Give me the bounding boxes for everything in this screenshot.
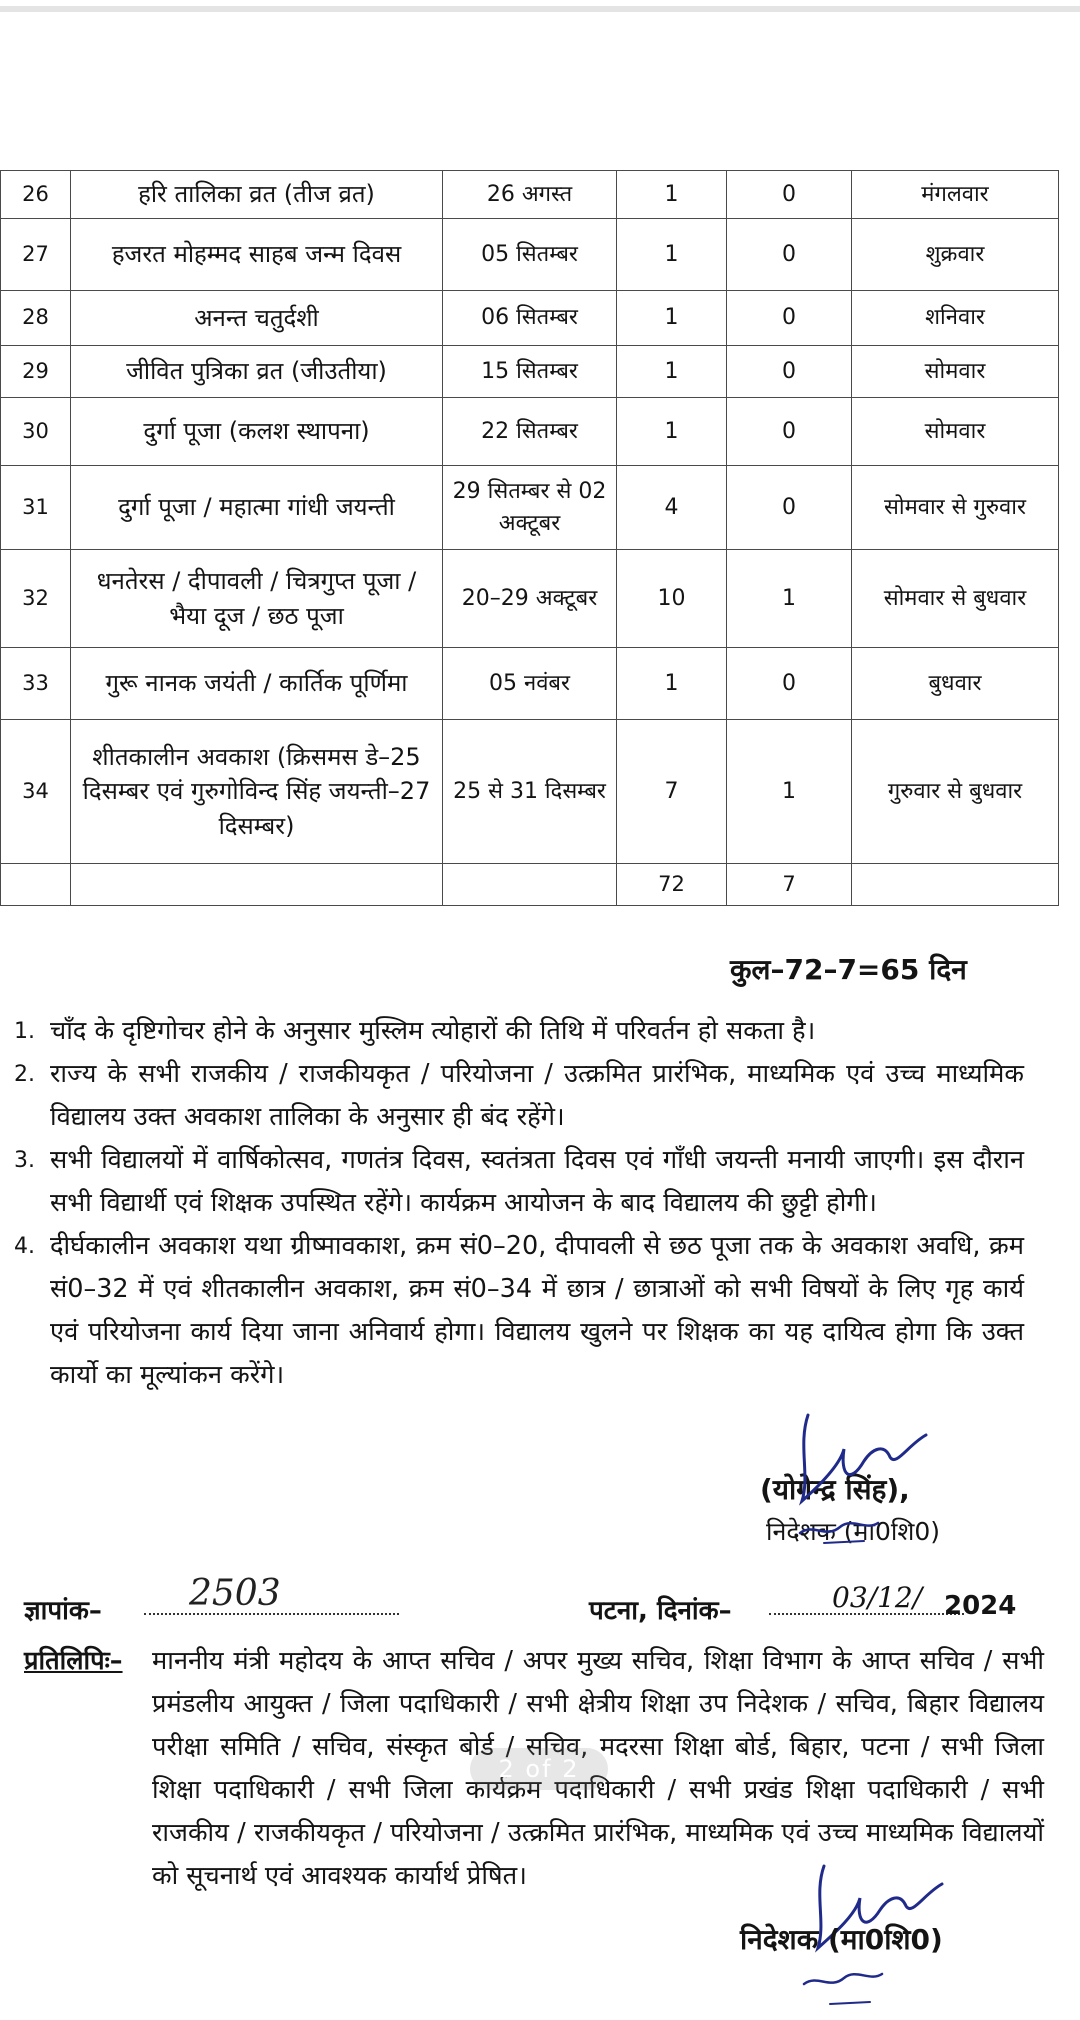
serial-number-cell: 31 <box>1 466 71 550</box>
holiday-days-cell: 7 <box>617 720 727 864</box>
totals-row <box>1 864 1059 906</box>
holiday-date-cell: 15 सितम्बर <box>443 346 617 398</box>
sunday-count-cell: 0 <box>727 171 852 219</box>
holiday-row <box>1 466 1059 550</box>
holiday-days-cell: 1 <box>617 398 727 466</box>
notes-list <box>14 1010 1024 1397</box>
signatory-designation: निदेशक (मा0शि0) <box>766 1517 940 1546</box>
sunday-count-cell: 0 <box>727 346 852 398</box>
sunday-count-cell: 1 <box>727 550 852 648</box>
holiday-days-cell: 1 <box>617 346 727 398</box>
holiday-row <box>1 291 1059 346</box>
total-sunday-cell: 7 <box>727 864 852 906</box>
holiday-row <box>1 648 1059 720</box>
viewer-top-rule <box>0 6 1080 12</box>
holiday-days-cell: 4 <box>617 466 727 550</box>
handwritten-signature-top-icon <box>780 1405 960 1545</box>
holiday-name-cell: जीवित पुत्रिका व्रत (जीउतीया) <box>71 346 443 398</box>
holiday-date-cell: 06 सितम्बर <box>443 291 617 346</box>
serial-number-cell: 26 <box>1 171 71 219</box>
sunday-count-cell: 0 <box>727 648 852 720</box>
weekday-cell: मंगलवार <box>852 171 1059 219</box>
totals-empty-cell <box>71 864 443 906</box>
note-item <box>14 1053 1024 1139</box>
sunday-count-cell: 0 <box>727 291 852 346</box>
holiday-table <box>0 170 1059 906</box>
serial-number-cell: 33 <box>1 648 71 720</box>
holiday-row <box>1 398 1059 466</box>
serial-number-cell: 34 <box>1 720 71 864</box>
holiday-name-cell: शीतकालीन अवकाश (क्रिसमस डे–25 दिसम्बर एवं गुरुगोविन्द सिंह जयन्ती–27 दिसम्बर) <box>71 720 443 864</box>
holiday-date-cell: 29 सितम्बर से 02 अक्टूबर <box>443 466 617 550</box>
holiday-name-cell: दुर्गा पूजा (कलश स्थापना) <box>71 398 443 466</box>
holiday-name-cell: हजरत मोहम्मद साहब जन्म दिवस <box>71 219 443 291</box>
copy-text: माननीय मंत्री महोदय के आप्त सचिव / अपर मुख्य सचिव, शिक्षा विभाग के आप्त सचिव / सभी प्रमंडलीय आयुक्त / जिला पदाधिकारी / सभी क्षेत्रीय शिक्षा उप निदेशक / सचिव, बिहार विद्यालय परीक्षा समिति / सचिव, संस्कृत बोर्ड / सचिव, मदरसा शिक्षा बोर्ड, बिहार, पटना / सभी जिला शिक्षा पदाधिकारी / सभी जिला कार्यक्रम पदाधिकारी / सभी प्रखंड शिक्षा पदाधिकारी / सभी राजकीय / राजकीयकृत / परियोजना / उत्क्रमित प्रारंभिक, माध्यमिक एवं उच्च माध्यमिक विद्यालयों को सूचनार्थ एवं आवश्यक कार्यार्थ प्रेषित। <box>152 1646 1044 1891</box>
holiday-row <box>1 720 1059 864</box>
reference-line <box>24 1573 1044 1626</box>
note-text: राज्य के सभी राजकीय / राजकीयकृत / परियोजना / उत्क्रमित प्रारंभिक, माध्यमिक एवं उच्च माध्यमिक विद्यालय उक्त अवकाश तालिका के अनुसार ही बंद रहेंगे। <box>50 1059 1024 1132</box>
holiday-date-cell: 25 से 31 दिसम्बर <box>443 720 617 864</box>
signatory-name: (योगेन्द्र सिंह), <box>760 1473 910 1506</box>
place-date-label: पटना, दिनांक– <box>589 1596 732 1626</box>
note-number: 2. <box>14 1062 35 1087</box>
holiday-name-cell: अनन्त चतुर्दशी <box>71 291 443 346</box>
holiday-days-cell: 1 <box>617 648 727 720</box>
sunday-count-cell: 0 <box>727 466 852 550</box>
holiday-date-cell: 26 अगस्त <box>443 171 617 219</box>
total-days-cell: 72 <box>617 864 727 906</box>
holiday-row <box>1 346 1059 398</box>
holiday-row <box>1 219 1059 291</box>
weekday-cell: शनिवार <box>852 291 1059 346</box>
note-number: 3. <box>14 1148 35 1173</box>
holiday-date-cell: 05 नवंबर <box>443 648 617 720</box>
holiday-name-cell: धनतेरस / दीपावली / चित्रगुप्त पूजा / भैया दूज / छठ पूजा <box>71 550 443 648</box>
memo-number-label: ज्ञापांक– <box>24 1596 102 1626</box>
holiday-row <box>1 550 1059 648</box>
note-text: सभी विद्यालयों में वार्षिकोत्सव, गणतंत्र दिवस, स्वतंत्रता दिवस एवं गाँधी जयन्ती मनायी जाएगी। इस दौरान सभी विद्यार्थी एवं शिक्षक उपस्थित रहेंगे। कार्यक्रम आयोजन के बाद विद्यालय की छुट्टी होगी। <box>50 1145 1024 1218</box>
serial-number-cell: 30 <box>1 398 71 466</box>
note-item <box>14 1139 1024 1225</box>
holiday-date-cell: 22 सितम्बर <box>443 398 617 466</box>
weekday-cell: सोमवार से बुधवार <box>852 550 1059 648</box>
grand-total: कुल–72–7=65 दिन <box>730 953 967 986</box>
holiday-days-cell: 1 <box>617 219 727 291</box>
note-text: दीर्घकालीन अवकाश यथा ग्रीष्मावकाश, क्रम सं0–20, दीपावली से छठ पूजा तक के अवकाश अवधि, क्रम सं0–32 में एवं शीतकालीन अवकाश, क्रम सं0–34 में छात्र / छात्राओं को सभी विषयों के लिए गृह कार्य एवं परियोजना कार्य दिया जाना अनिवार्य होगा। विद्यालय खुलने पर शिक्षक का यह दायित्व होगा कि उक्त कार्यो का मूल्यांकन करेंगे। <box>50 1231 1024 1390</box>
weekday-cell: बुधवार <box>852 648 1059 720</box>
holiday-name-cell: गुरू नानक जयंती / कार्तिक पूर्णिमा <box>71 648 443 720</box>
weekday-cell: शुक्रवार <box>852 219 1059 291</box>
serial-number-cell: 28 <box>1 291 71 346</box>
serial-number-cell: 27 <box>1 219 71 291</box>
totals-empty-cell <box>443 864 617 906</box>
note-item <box>14 1225 1024 1397</box>
note-number: 4. <box>14 1234 35 1259</box>
holiday-row <box>1 171 1059 219</box>
holiday-name-cell: हरि तालिका व्रत (तीज व्रत) <box>71 171 443 219</box>
date-year: 2024 <box>944 1591 1017 1621</box>
weekday-cell: सोमवार से गुरुवार <box>852 466 1059 550</box>
page-indicator: 2 of 2 <box>470 1748 608 1790</box>
copy-label: प्रतिलिपिः– <box>24 1646 123 1676</box>
holiday-days-cell: 1 <box>617 291 727 346</box>
holiday-name-cell: दुर्गा पूजा / महात्मा गांधी जयन्ती <box>71 466 443 550</box>
serial-number-cell: 32 <box>1 550 71 648</box>
weekday-cell: सोमवार <box>852 346 1059 398</box>
holiday-days-cell: 1 <box>617 171 727 219</box>
date-handwritten: 03/12/ <box>832 1581 923 1614</box>
sunday-count-cell: 1 <box>727 720 852 864</box>
memo-number-value: 2503 <box>189 1573 281 1614</box>
note-text: चाँद के दृष्टिगोचर होने के अनुसार मुस्लिम त्योहारों की तिथि में परिवर्तन हो सकता है। <box>50 1016 816 1046</box>
totals-empty-cell <box>1 864 71 906</box>
holiday-date-cell: 20–29 अक्टूबर <box>443 550 617 648</box>
holiday-days-cell: 10 <box>617 550 727 648</box>
serial-number-cell: 29 <box>1 346 71 398</box>
copy-signatory-designation: निदेशक (मा0शि0) <box>740 1923 943 1956</box>
totals-empty-cell <box>852 864 1059 906</box>
note-item <box>14 1010 1024 1053</box>
note-number: 1. <box>14 1019 35 1044</box>
weekday-cell: सोमवार <box>852 398 1059 466</box>
weekday-cell: गुरुवार से बुधवार <box>852 720 1059 864</box>
sunday-count-cell: 0 <box>727 398 852 466</box>
sunday-count-cell: 0 <box>727 219 852 291</box>
holiday-date-cell: 05 सितम्बर <box>443 219 617 291</box>
